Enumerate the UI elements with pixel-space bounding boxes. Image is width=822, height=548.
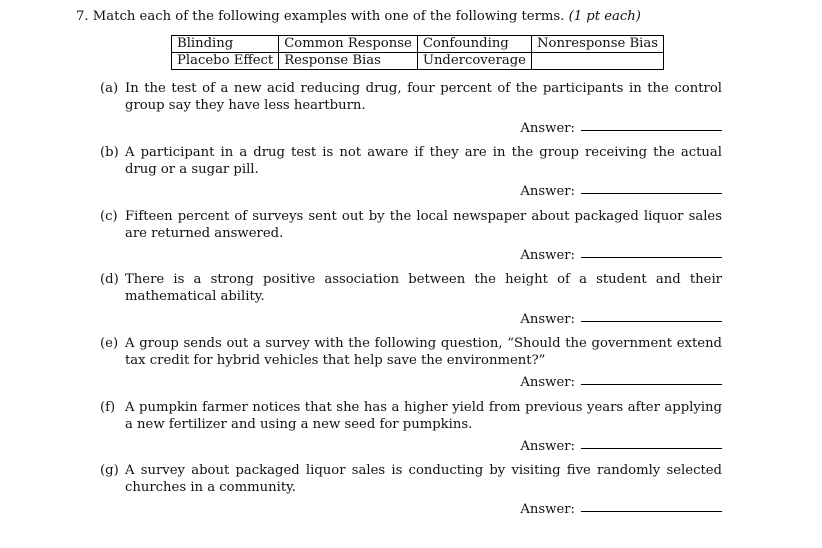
terms-row — [172, 36, 664, 53]
part-b — [100, 144, 722, 199]
term-cell: Response Bias — [279, 53, 418, 70]
part-text — [100, 462, 722, 496]
part-label: (d) — [100, 272, 119, 287]
answer-blank[interactable] — [581, 320, 722, 322]
part-label: (f) — [100, 400, 116, 415]
question-header — [76, 9, 641, 24]
part-body: A group sends out a survey with the following question, “Should the government extend tax credit for hybrid vehicles that help save the environment?” — [125, 336, 722, 368]
answer-row — [520, 248, 722, 263]
term-cell-empty — [531, 53, 663, 70]
terms-table — [171, 35, 664, 70]
part-d — [100, 271, 722, 327]
part-text — [100, 271, 722, 305]
part-f — [100, 399, 722, 454]
answer-row — [520, 184, 722, 199]
part-text — [100, 80, 722, 114]
part-body: There is a strong positive association between the height of a student and their mathematical ability. — [125, 272, 722, 304]
answer-blank[interactable] — [581, 447, 722, 449]
term-cell: Undercoverage — [417, 53, 531, 70]
part-label: (c) — [100, 209, 118, 224]
part-text — [100, 208, 722, 242]
question-number: 7. — [76, 9, 89, 24]
answer-label: Answer: — [520, 121, 575, 136]
answer-blank[interactable] — [581, 129, 722, 131]
answer-row — [520, 502, 722, 517]
answer-label: Answer: — [520, 312, 575, 327]
part-a — [100, 80, 722, 136]
part-body: A participant in a drug test is not aware if they are in the group receiving the actual drug or a sugar pill. — [125, 145, 722, 177]
term-cell: Blinding — [172, 36, 279, 53]
answer-row — [520, 439, 722, 454]
part-body: A pumpkin farmer notices that she has a higher yield from previous years after applying a new fertilizer and using a new seed for pumpkins. — [125, 400, 722, 432]
part-text — [100, 399, 722, 433]
answer-row — [520, 312, 722, 327]
term-cell: Common Response — [279, 36, 418, 53]
answer-label: Answer: — [520, 248, 575, 263]
answer-blank[interactable] — [581, 383, 722, 385]
term-cell: Nonresponse Bias — [531, 36, 663, 53]
answer-blank[interactable] — [581, 510, 722, 512]
question-prompt: Match each of the following examples with one of the following terms. — [92, 9, 565, 24]
answer-label: Answer: — [520, 439, 575, 454]
answer-row — [520, 375, 722, 390]
part-text — [100, 335, 722, 369]
terms-row — [172, 53, 664, 70]
answer-row — [520, 121, 722, 136]
part-body: A survey about packaged liquor sales is conducting by visiting five randomly selected churches in a community. — [125, 463, 722, 495]
part-label: (e) — [100, 336, 119, 351]
part-body: In the test of a new acid reducing drug, four percent of the participants in the control group say they have less heartburn. — [125, 81, 722, 113]
answer-label: Answer: — [520, 502, 575, 517]
answer-blank[interactable] — [581, 256, 722, 258]
answer-label: Answer: — [520, 375, 575, 390]
part-c — [100, 208, 722, 263]
part-g — [100, 462, 722, 517]
answer-label: Answer: — [520, 184, 575, 199]
part-label: (a) — [100, 81, 119, 96]
question-points: (1 pt each) — [568, 9, 641, 24]
term-cell: Placebo Effect — [172, 53, 279, 70]
part-e — [100, 335, 722, 390]
part-body: Fifteen percent of surveys sent out by the local newspaper about packaged liquor sales are returned answered. — [125, 209, 722, 241]
term-cell: Confounding — [417, 36, 531, 53]
part-label: (g) — [100, 463, 119, 478]
answer-blank[interactable] — [581, 192, 722, 194]
part-label: (b) — [100, 145, 119, 160]
part-text — [100, 144, 722, 178]
